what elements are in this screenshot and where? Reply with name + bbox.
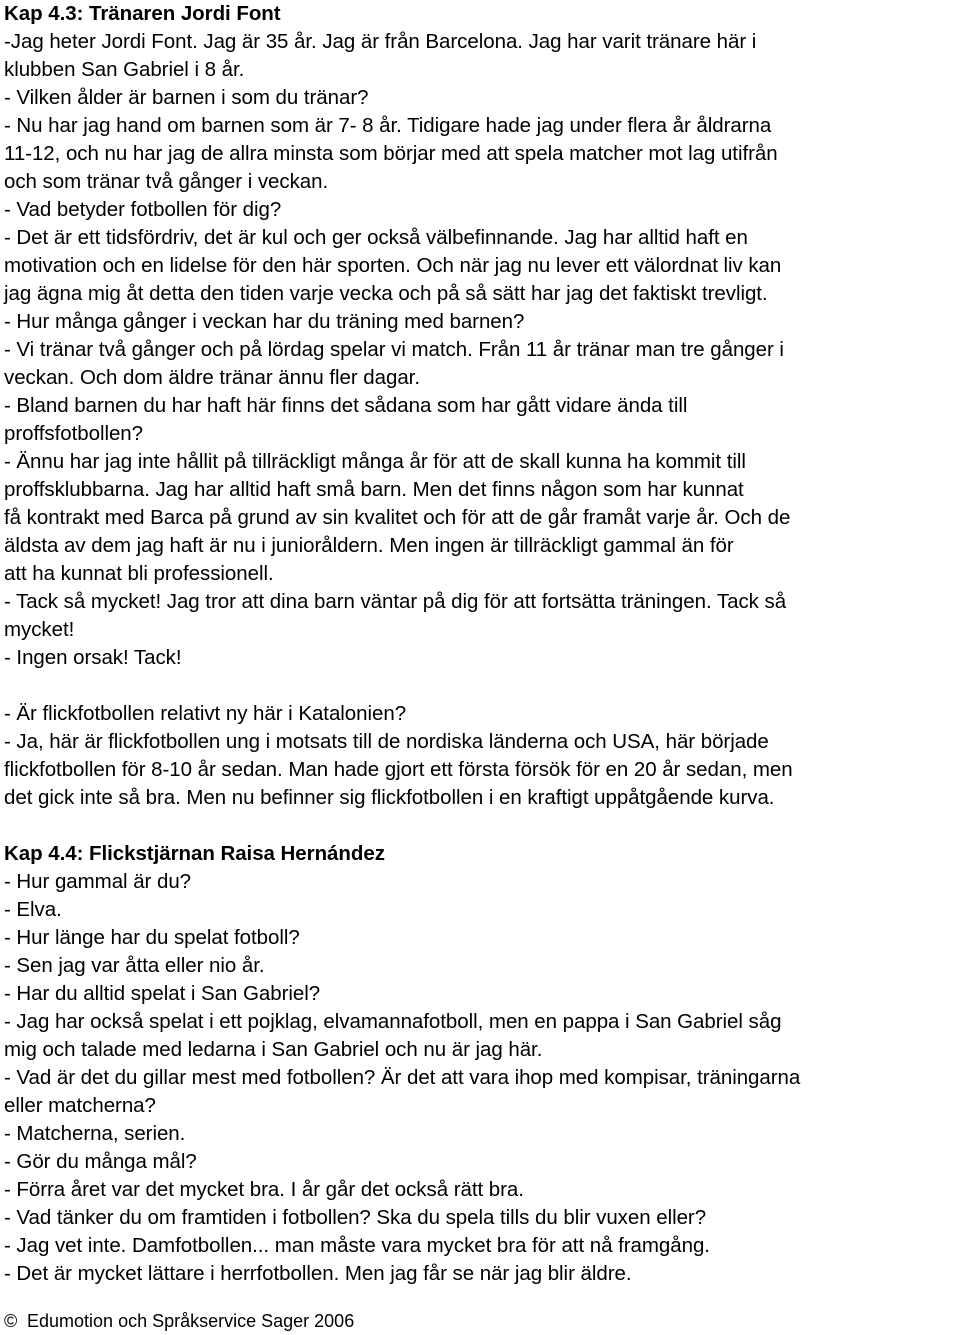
- text-line: - Sen jag var åtta eller nio år.: [4, 954, 265, 977]
- section-gap: [4, 812, 960, 840]
- text-line: - Bland barnen du har haft här finns det sådana som har gått vidare ända till: [4, 394, 688, 417]
- coach-interview: [4, 28, 960, 812]
- player-interview: [4, 868, 960, 1288]
- text-line: mig och talade med ledarna i San Gabriel och nu är jag här.: [4, 1038, 543, 1061]
- text-line: mycket!: [4, 618, 75, 641]
- document-page: [4, 0, 960, 1288]
- text-line: proffsfotbollen?: [4, 422, 144, 445]
- text-line: - Är flickfotbollen relativt ny här i Katalonien?: [4, 702, 407, 725]
- text-line: - Matcherna, serien.: [4, 1122, 186, 1145]
- text-line: - Hur länge har du spelat fotboll?: [4, 926, 300, 949]
- text-line: - Tack så mycket! Jag tror att dina barn väntar på dig för att fortsätta träningen. Tack så: [4, 590, 787, 613]
- text-line: - Hur många gånger i veckan har du träning med barnen?: [4, 310, 525, 333]
- text-line: - Elva.: [4, 898, 62, 921]
- text-line: - Det är ett tidsfördriv, det är kul och ger också välbefinnande. Jag har alltid haft en: [4, 226, 748, 249]
- text-line: - Hur gammal är du?: [4, 870, 192, 893]
- text-line: - Har du alltid spelat i San Gabriel?: [4, 982, 321, 1005]
- text-line: flickfotbollen för 8-10 år sedan. Man hade gjort ett första försök för en 20 år sedan, men: [4, 758, 793, 781]
- text-line: jag ägna mig åt detta den tiden varje vecka och på så sätt har jag det faktiskt trevligt.: [4, 282, 768, 305]
- text-line: - Vi tränar två gånger och på lördag spelar vi match. Från 11 år tränar man tre gånger i: [4, 338, 784, 361]
- text-line: - Vad tänker du om framtiden i fotbollen? Ska du spela tills du blir vuxen eller?: [4, 1206, 707, 1229]
- text-line: att ha kunnat bli professionell.: [4, 562, 274, 585]
- text-line: - Nu har jag hand om barnen som är 7- 8 år. Tidigare hade jag under flera år åldrarna: [4, 114, 772, 137]
- section-heading-coach: Kap 4.3: Tränaren Jordi Font: [4, 2, 281, 25]
- copyright-icon: ©: [4, 1311, 18, 1331]
- section-heading-player: Kap 4.4: Flickstjärnan Raisa Hernández: [4, 842, 385, 865]
- text-line: - Det är mycket lättare i herrfotbollen. Men jag får se när jag blir äldre.: [4, 1262, 632, 1285]
- text-line: proffsklubbarna. Jag har alltid haft små barn. Men det finns någon som har kunnat: [4, 478, 744, 501]
- text-line: - Jag vet inte. Damfotbollen... man måste vara mycket bra för att nå framgång.: [4, 1234, 710, 1257]
- text-line: klubben San Gabriel i 8 år.: [4, 58, 245, 81]
- text-line: och som tränar två gånger i veckan.: [4, 170, 329, 193]
- text-line: - Vad betyder fotbollen för dig?: [4, 198, 282, 221]
- footer-text: Edumotion och Språkservice Sager 2006: [27, 1311, 355, 1331]
- text-line: - Förra året var det mycket bra. I år går det också rätt bra.: [4, 1178, 524, 1201]
- text-line: - Ja, här är flickfotbollen ung i motsats till de nordiska länderna och USA, här började: [4, 730, 769, 753]
- text-line: det gick inte så bra. Men nu befinner sig flickfotbollen i en kraftigt uppåtgående kurva.: [4, 786, 775, 809]
- text-line: äldsta av dem jag haft är nu i junioråldern. Men ingen är tillräckligt gammal än för: [4, 534, 734, 557]
- text-line: få kontrakt med Barca på grund av sin kvalitet och för att de går framåt varje år. Och de: [4, 506, 791, 529]
- text-line: - Jag har också spelat i ett pojklag, elvamannafotboll, men en pappa i San Gabriel såg: [4, 1010, 782, 1033]
- text-line: 11-12, och nu har jag de allra minsta som börjar med att spela matcher mot lag utifrån: [4, 142, 778, 165]
- footer: [4, 1308, 354, 1334]
- text-line: - Vilken ålder är barnen i som du tränar?: [4, 86, 369, 109]
- text-line: - Ännu har jag inte hållit på tillräckligt många år för att de skall kunna ha kommit till: [4, 450, 746, 473]
- text-line: - Gör du många mål?: [4, 1150, 197, 1173]
- text-line: - Ingen orsak! Tack!: [4, 646, 182, 669]
- text-line: veckan. Och dom äldre tränar ännu fler dagar.: [4, 366, 420, 389]
- text-line: eller matcherna?: [4, 1094, 156, 1117]
- paragraph-gap: [4, 672, 960, 700]
- text-line: motivation och en lidelse för den här sporten. Och när jag nu lever ett välordnat liv kan: [4, 254, 782, 277]
- text-line: -Jag heter Jordi Font. Jag är 35 år. Jag är från Barcelona. Jag har varit tränare här i: [4, 30, 757, 53]
- text-line: - Vad är det du gillar mest med fotbollen? Är det att vara ihop med kompisar, träningarna: [4, 1066, 801, 1089]
